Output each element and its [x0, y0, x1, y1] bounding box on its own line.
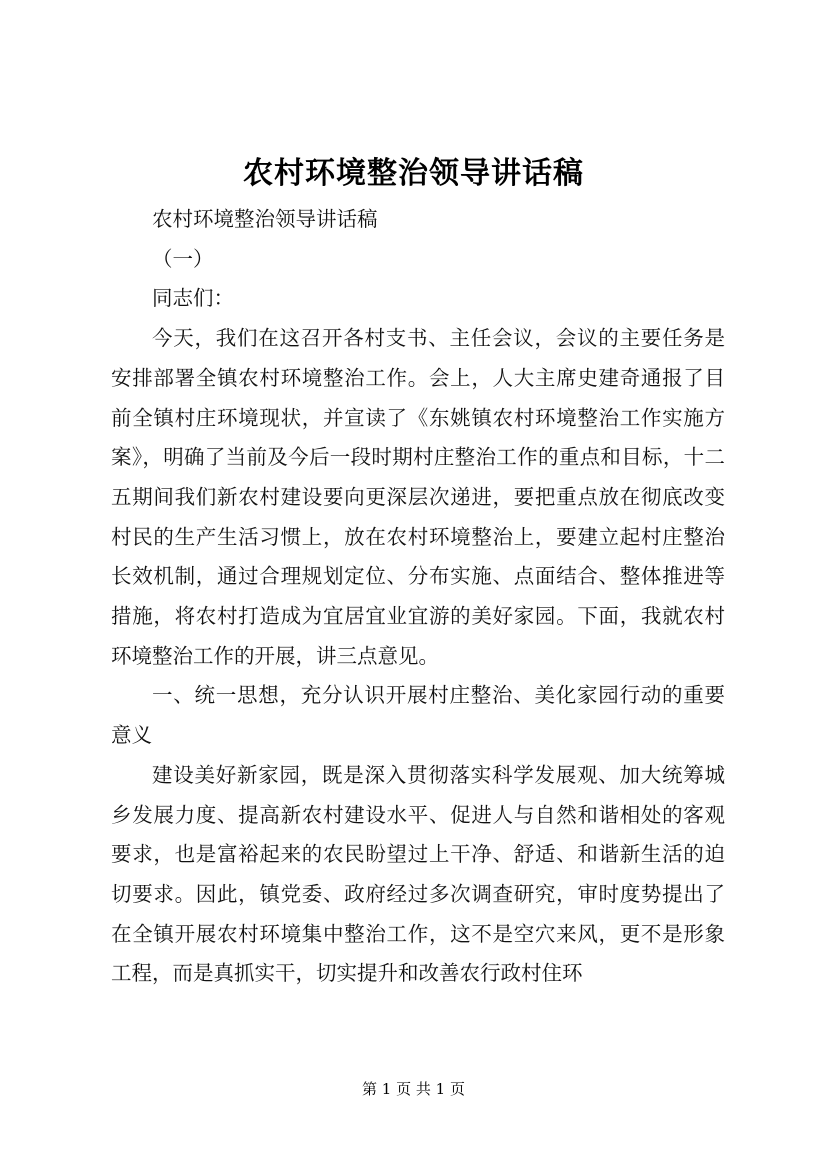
- paragraph-section-number: （一）: [152, 246, 214, 271]
- document-title: 农村环境整治领导讲话稿: [243, 156, 584, 191]
- page-footer: 第 1 页 共 1 页: [362, 1080, 465, 1098]
- paragraph-heading-one: 一、统一思想，充分认识开展村庄整治、美化家园行动的重要意义: [111, 683, 725, 748]
- paragraph-salutation: 同志们：: [152, 286, 234, 311]
- paragraph-intro: 今天，我们在这召开各村支书、主任会议，会议的主要任务是安排部署全镇农村环境整治工作。会上，人大主席史建奇通报了目前全镇村庄环境现状，并宣读了《东姚镇农村环境整治工作实施方案》，明确了当前及今后一段时期村庄整治工作的重点和目标，十二五期间我们新农村建设要向更深层次递进，要把重点放在彻底改变村民的生产生活习惯上，放在农村环境整治上，要建立起村庄整治长效机制，通过合理规划定位、分布实施、点面结合、整体推进等措施，将农村打造成为宜居宜业宜游的美好家园。下面，我就农村环境整治工作的开展，讲三点意见。: [111, 326, 725, 668]
- paragraph-body: 建设美好新家园，既是深入贯彻落实科学发展观、加大统筹城乡发展力度、提高新农村建设水平、促进人与自然和谐相处的客观要求，也是富裕起来的农民盼望过上干净、舒适、和谐新生活的迫切要求。因此，镇党委、政府经过多次调查研究，审时度势提出了在全镇开展农村环境集中整治工作，这不是空穴来风，更不是形象工程，而是真抓实干，切实提升和改善农行政村住环: [111, 762, 725, 986]
- document-body: [111, 200, 725, 994]
- paragraph-subtitle: 农村环境整治领导讲话稿: [152, 207, 378, 231]
